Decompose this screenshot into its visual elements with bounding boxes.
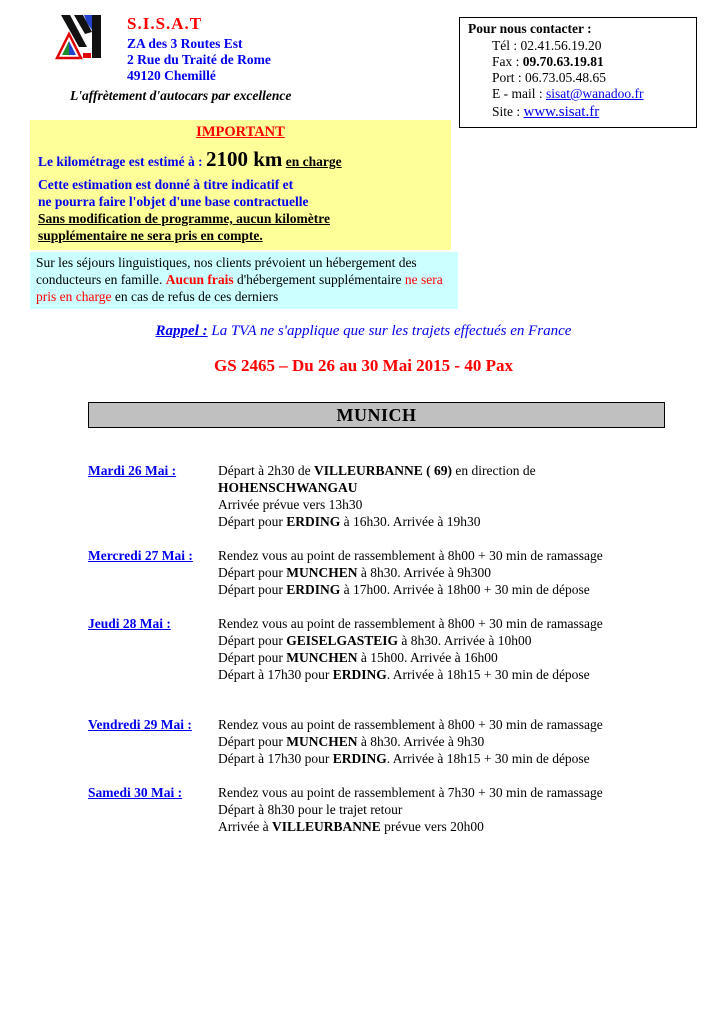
- rappel-label: Rappel :: [155, 323, 208, 339]
- no-extra-km-line-1: Sans modification de programme, aucun kilomètre: [38, 211, 330, 226]
- text-segment: à 15h00. Arrivée à 16h00: [357, 650, 498, 665]
- itinerary-row-saturday: [88, 784, 660, 835]
- text-segment: ne sera pris en charge: [36, 272, 443, 304]
- itinerary-line: [218, 581, 660, 598]
- text-segment: en cas de refus de ces derniers: [111, 289, 279, 304]
- important-title: IMPORTANT: [196, 124, 285, 140]
- itinerary-day-content: [218, 716, 660, 767]
- text-segment: Rendez vous au point de rassemblement à 7h30 + 30 min de ramassage: [218, 785, 603, 800]
- contact-title: Pour nous contacter :: [468, 21, 592, 36]
- itinerary-row-thursday: [88, 615, 660, 683]
- contact-fax: [492, 54, 690, 70]
- text-segment: ERDING: [332, 751, 387, 766]
- contact-tel: Tél : 02.41.56.19.20: [492, 38, 602, 53]
- text-segment: à 8h30. Arrivée à 9h30: [357, 734, 485, 749]
- itinerary-line: [218, 818, 660, 835]
- itinerary-line: [218, 784, 660, 801]
- itinerary-line: [218, 462, 660, 479]
- itinerary-day-content: [218, 462, 660, 530]
- text-segment: MUNCHEN: [286, 565, 358, 580]
- text-segment: en direction de: [451, 463, 536, 478]
- text-segment: Départ à 17h30 pour: [218, 751, 333, 766]
- trip-title: GS 2465 – Du 26 au 30 Mai 2015 - 40 Pax: [214, 356, 513, 375]
- text-segment: ERDING: [286, 514, 341, 529]
- text-segment: Le kilométrage est estimé à :: [38, 154, 206, 169]
- address-line-2: 2 Rue du Traité de Rome: [127, 52, 271, 67]
- text-segment: Départ pour: [218, 633, 287, 648]
- text-segment: Départ à 17h30 pour: [218, 667, 333, 682]
- text-segment: Départ pour: [218, 514, 287, 529]
- estimation-note-line-1: Cette estimation est donné à titre indicatif et: [38, 177, 294, 192]
- site-label: Site :: [492, 104, 524, 119]
- text-segment: . Arrivée à 18h15 + 30 min de dépose: [386, 751, 590, 766]
- text-segment: à 16h30. Arrivée à 19h30: [340, 514, 481, 529]
- itinerary-line: [218, 564, 660, 581]
- text-segment: Départ pour: [218, 734, 287, 749]
- itinerary-line: [218, 750, 660, 767]
- text-segment: VILLEURBANNE: [271, 819, 381, 834]
- text-segment: d'hébergement supplémentaire: [233, 272, 405, 287]
- itinerary-line: [218, 632, 660, 649]
- company-logo: [54, 12, 108, 62]
- address-line-1: ZA des 3 Routes Est: [127, 36, 243, 51]
- text-segment: HOHENSCHWANGAU: [218, 480, 358, 495]
- itinerary-day-label: Mardi 26 Mai :: [88, 463, 177, 478]
- text-segment: Rendez vous au point de rassemblement à 8h00 + 30 min de ramassage: [218, 548, 603, 563]
- text-segment: prévue vers 20h00: [380, 819, 484, 834]
- itinerary-row-friday: [88, 716, 660, 767]
- km-estimate-line: [38, 146, 443, 175]
- company-name: S.I.S.A.T: [127, 14, 203, 33]
- itinerary-line: [218, 615, 660, 632]
- contact-port: Port : 06.73.05.48.65: [492, 70, 607, 85]
- itinerary-line: [218, 733, 660, 750]
- company-tagline: L'affrètement d'autocars par excellence: [70, 88, 292, 103]
- rappel-text: La TVA ne s'applique que sur les trajets effectués en France: [207, 323, 572, 339]
- text-segment: Départ à 8h30 pour le trajet retour: [218, 802, 403, 817]
- estimation-note-line-2: ne pourra faire l'objet d'une base contractuelle: [38, 194, 309, 209]
- text-segment: en charge: [285, 154, 342, 169]
- lodging-note-box: [30, 252, 458, 309]
- text-segment: à 8h30. Arrivée à 10h00: [398, 633, 532, 648]
- contact-site: [492, 102, 690, 122]
- email-label: E - mail :: [492, 86, 546, 101]
- text-segment: à 8h30. Arrivée à 9h300: [357, 565, 491, 580]
- itinerary-day-label: Vendredi 29 Mai :: [88, 717, 192, 732]
- website-link[interactable]: www.sisat.fr: [523, 104, 600, 120]
- itinerary-day-label: Mercredi 27 Mai :: [88, 548, 193, 563]
- text-segment: Aucun frais: [165, 272, 234, 287]
- company-header: [127, 14, 271, 84]
- email-link[interactable]: sisat@wanadoo.fr: [546, 86, 644, 101]
- text-segment: Départ à 2h30 de: [218, 463, 314, 478]
- text-segment: à 17h00. Arrivée à 18h00 + 30 min de dépose: [340, 582, 590, 597]
- itinerary-line: [218, 513, 660, 530]
- itinerary-day-content: [218, 547, 660, 598]
- itinerary-line: [218, 666, 660, 683]
- itinerary: [88, 462, 660, 852]
- destination-title: MUNICH: [336, 405, 417, 425]
- itinerary-day-label: Jeudi 28 Mai :: [88, 616, 171, 631]
- text-segment: Départ pour: [218, 565, 287, 580]
- itinerary-row-tuesday: [88, 462, 660, 530]
- fax-label: Fax :: [492, 54, 523, 69]
- itinerary-day-content: [218, 615, 660, 683]
- text-segment: GEISELGASTEIG: [286, 633, 399, 648]
- important-box: [30, 120, 451, 250]
- text-segment: Départ pour: [218, 582, 287, 597]
- text-segment: Sur les séjours linguistiques, nos clients prévoient un hébergement des conducteurs en famille.: [36, 255, 417, 287]
- text-segment: Arrivée à: [218, 819, 272, 834]
- text-segment: . Arrivée à 18h15 + 30 min de dépose: [386, 667, 590, 682]
- itinerary-line: [218, 547, 660, 564]
- text-segment: MUNCHEN: [286, 734, 358, 749]
- itinerary-day-content: [218, 784, 660, 835]
- text-segment: Départ pour: [218, 650, 287, 665]
- address-line-3: 49120 Chemillé: [127, 68, 216, 83]
- text-segment: 2100 km: [205, 147, 283, 171]
- tva-reminder: [0, 323, 727, 340]
- destination-banner: [88, 402, 665, 428]
- text-segment: ERDING: [332, 667, 387, 682]
- text-segment: VILLEURBANNE ( 69): [313, 463, 452, 478]
- text-segment: Rendez vous au point de rassemblement à 8h00 + 30 min de ramassage: [218, 616, 603, 631]
- contact-email: [492, 86, 690, 102]
- no-extra-km-line-2: supplémentaire ne sera pris en compte.: [38, 228, 263, 243]
- itinerary-row-wednesday: [88, 547, 660, 598]
- itinerary-line: [218, 716, 660, 733]
- itinerary-line: [218, 649, 660, 666]
- itinerary-line: [218, 801, 660, 818]
- company-logo-graphic: [54, 12, 108, 62]
- text-segment: Arrivée prévue vers 13h30: [218, 497, 363, 512]
- fax-number: 09.70.63.19.81: [522, 54, 604, 69]
- text-segment: ERDING: [286, 582, 341, 597]
- text-segment: Rendez vous au point de rassemblement à 8h00 + 30 min de ramassage: [218, 717, 603, 732]
- itinerary-line: [218, 479, 660, 496]
- contact-box: [459, 17, 697, 128]
- itinerary-line: [218, 496, 660, 513]
- text-segment: MUNCHEN: [286, 650, 358, 665]
- itinerary-day-label: Samedi 30 Mai :: [88, 785, 183, 800]
